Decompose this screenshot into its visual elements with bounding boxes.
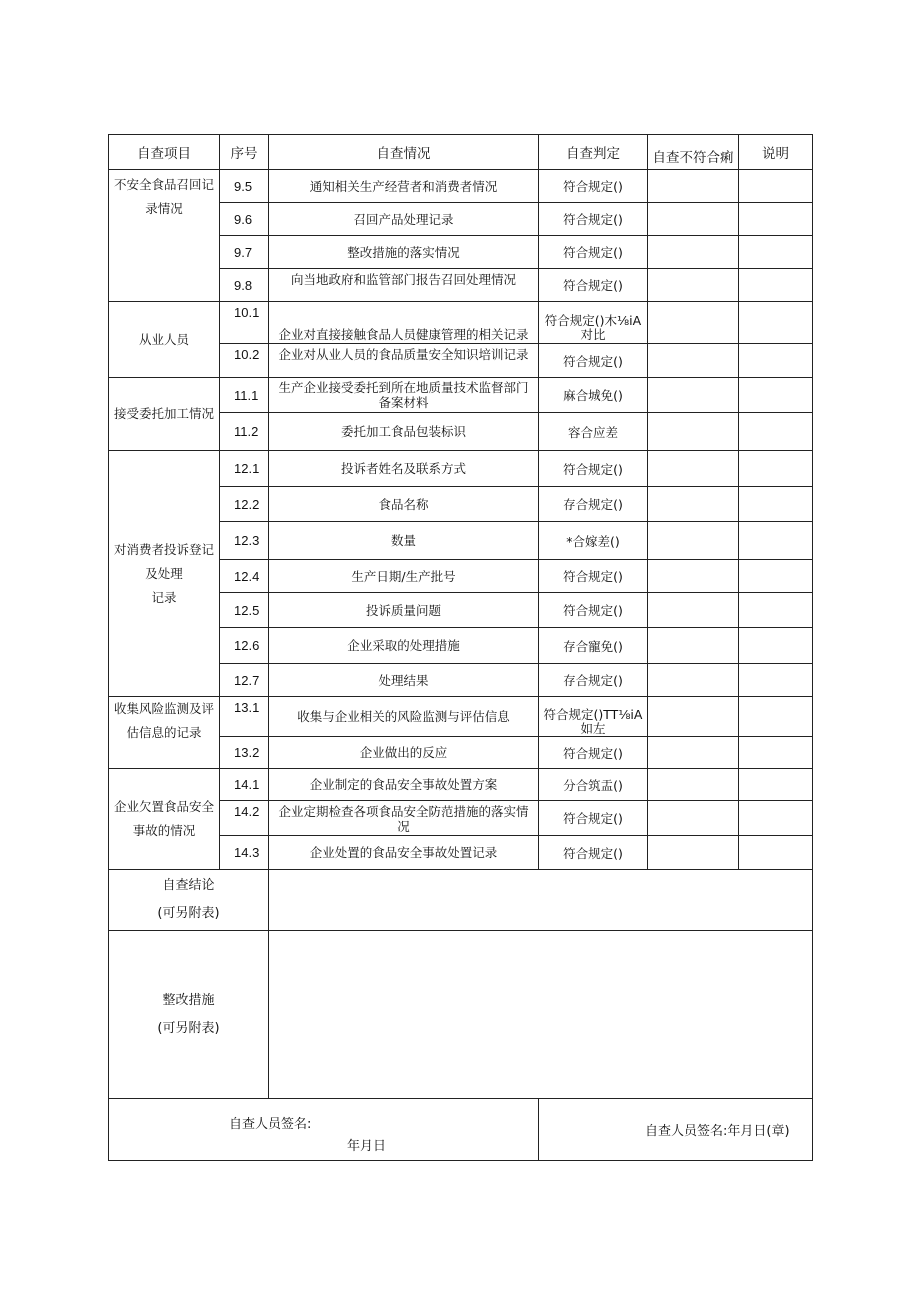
note-cell[interactable] [739,664,813,697]
category-line: 不安全食品召回记 [113,177,214,192]
row-number: 10.1 [220,302,269,344]
nonconform-cell[interactable] [648,737,739,769]
row-number: 12.6 [220,628,269,664]
rectification-field[interactable] [269,931,813,1099]
row-judgement: 分合筑盂() [539,769,648,801]
row-number: 9.6 [220,203,269,236]
row-number: 9.7 [220,236,269,269]
category-line: 企业欠置食品安全 [113,799,214,814]
row-number: 11.1 [220,378,269,413]
nonconform-cell[interactable] [648,522,739,560]
note-cell[interactable] [739,451,813,487]
rectification-row [109,931,813,1099]
header-judgement: 自查判定 [539,135,648,170]
rectification-label [109,931,269,1099]
row-description: 召回产品处理记录 [269,203,539,236]
judgement-line: 符合规定()TT⅛iA [543,706,643,722]
judgement-line: 如左 [580,720,606,736]
signature-left-date: 年月日 [347,1139,387,1154]
signature-left[interactable] [109,1099,539,1161]
row-judgement: 符合规定() [539,236,648,269]
header-situation: 自查情况 [269,135,539,170]
note-cell[interactable] [739,203,813,236]
row-description: 委托加工食品包装标识 [269,413,539,451]
rectification-subtitle: (可另附表) [157,1020,220,1036]
category-line: 事故的情况 [132,823,196,838]
row-description: 投诉者姓名及联系方式 [269,451,539,487]
row-number: 9.5 [220,170,269,203]
row-judgement: 符合规定() [539,560,648,593]
table-row [109,302,813,344]
row-description: 企业处置的食品安全事故处置记录 [269,836,539,870]
row-description: 收集与企业相关的风险监测与评估信息 [269,697,539,737]
row-judgement: 存合规定() [539,487,648,522]
nonconform-cell[interactable] [648,269,739,302]
row-judgement: 容合应差 [539,413,648,451]
note-cell[interactable] [739,170,813,203]
row-judgement: 麻合城免() [539,378,648,413]
row-number: 12.5 [220,593,269,628]
row-description: 数量 [269,522,539,560]
row-description: 企业做出的反应 [269,737,539,769]
note-cell[interactable] [739,302,813,344]
nonconform-cell[interactable] [648,487,739,522]
category-risk [109,697,220,769]
row-judgement: 符合规定() [539,203,648,236]
category-line: 记录 [151,589,177,605]
signature-left-label: 自查人员签名: [229,1117,312,1132]
header-nonconform-label: 自查不符合痢 [652,150,734,166]
note-cell[interactable] [739,801,813,836]
row-judgement: 符合规定() [539,170,648,203]
row-description: 企业制定的食品安全事故处置方案 [269,769,539,801]
description-line: 况 [397,819,410,834]
table-row [109,697,813,737]
row-judgement: 符合规定() [539,836,648,870]
conclusion-row [109,870,813,931]
category-line: 对消费者投诉登记 [113,541,214,557]
self-inspection-table [108,134,813,1161]
row-number: 12.2 [220,487,269,522]
row-judgement: 符合规定() [539,269,648,302]
nonconform-cell[interactable] [648,769,739,801]
row-judgement: 存合规定() [539,664,648,697]
row-number: 14.2 [220,801,269,836]
rectification-title: 整改措施 [162,992,215,1008]
row-number: 14.3 [220,836,269,870]
category-line: 估信息的记录 [126,725,202,740]
row-number: 11.2 [220,413,269,451]
row-number: 13.2 [220,737,269,769]
nonconform-cell[interactable] [648,664,739,697]
nonconform-cell[interactable] [648,203,739,236]
table-row [109,769,813,801]
note-cell[interactable] [739,560,813,593]
signature-right[interactable] [539,1099,813,1161]
row-description: 处理结果 [269,664,539,697]
conclusion-title: 自查结论 [162,878,215,893]
row-number: 13.1 [220,697,269,737]
conclusion-subtitle: (可另附表) [157,906,220,921]
row-description: 通知相关生产经营者和消费者情况 [269,170,539,203]
row-number: 12.7 [220,664,269,697]
nonconform-cell[interactable] [648,628,739,664]
table-row [109,451,813,487]
category-staff [109,302,220,378]
row-description: 整改措施的落实情况 [269,236,539,269]
row-number: 12.1 [220,451,269,487]
row-judgement: 符合规定() [539,451,648,487]
nonconform-cell[interactable] [648,593,739,628]
nonconform-cell[interactable] [648,170,739,203]
category-line: 录情况 [145,201,183,216]
row-number: 14.1 [220,769,269,801]
conclusion-field[interactable] [269,870,813,931]
table-row [109,378,813,413]
note-cell[interactable] [739,769,813,801]
signature-row [109,1099,813,1161]
row-judgement [539,302,648,344]
note-cell[interactable] [739,836,813,870]
note-cell[interactable] [739,487,813,522]
row-description: 食品名称 [269,487,539,522]
header-nonconform [648,135,739,170]
nonconform-cell[interactable] [648,451,739,487]
nonconform-cell[interactable] [648,378,739,413]
nonconform-cell[interactable] [648,302,739,344]
row-number: 9.8 [220,269,269,302]
row-description: 企业对直接接触食品人员健康管理的相关记录 [269,302,539,344]
nonconform-cell[interactable] [648,413,739,451]
row-number: 12.4 [220,560,269,593]
row-judgement: 符合规定() [539,737,648,769]
note-cell[interactable] [739,628,813,664]
row-judgement [539,697,648,737]
category-line: 接受委托加工情况 [113,406,214,421]
category-line: 从业人员 [138,331,189,347]
note-cell[interactable] [739,593,813,628]
row-description: 企业对从业人员的食品质量安全知识培训记录 [269,344,539,378]
category-line: 收集风险监测及评 [113,701,214,716]
nonconform-cell[interactable] [648,697,739,737]
description-line: 备案材料 [378,395,429,410]
nonconform-cell[interactable] [648,560,739,593]
category-entrusted [109,378,220,451]
row-number: 12.3 [220,522,269,560]
category-complaint [109,451,220,697]
header-seq: 序号 [220,135,269,170]
header-row [109,135,813,170]
nonconform-cell[interactable] [648,801,739,836]
row-judgement: 存合寵免() [539,628,648,664]
row-description: 投诉质量问题 [269,593,539,628]
note-cell[interactable] [739,413,813,451]
category-incident [109,769,220,870]
header-note: 说明 [739,135,813,170]
nonconform-cell[interactable] [648,236,739,269]
row-description: 企业采取的处理措施 [269,628,539,664]
signature-right-label: 自查人员签名:年月日(章) [645,1124,790,1139]
judgement-line: 对比 [580,326,606,342]
row-judgement: 符合规定() [539,593,648,628]
category-line: 及处理 [145,565,183,581]
nonconform-cell[interactable] [648,836,739,870]
note-cell[interactable] [739,236,813,269]
row-judgement: 符合规定() [539,344,648,378]
header-item: 自查项目 [109,135,220,170]
note-cell[interactable] [739,378,813,413]
row-judgement: *合嫁差() [539,522,648,560]
note-cell[interactable] [739,737,813,769]
note-cell[interactable] [739,522,813,560]
note-cell[interactable] [739,344,813,378]
row-judgement: 符合规定() [539,801,648,836]
row-description [269,801,539,836]
row-description: 向当地政府和监管部门报告召回处理情况 [269,269,539,302]
judgement-line: 符合规定()木⅛iA [544,312,642,328]
category-recall [109,170,220,302]
row-description [269,378,539,413]
description-line: 企业定期检查各项食品安全防范措施的落实情 [278,804,529,819]
note-cell[interactable] [739,697,813,737]
description-line: 生产企业接受委托到所在地质量技术监督部门 [278,380,529,395]
table-row [109,170,813,203]
row-number: 10.2 [220,344,269,378]
row-description: 生产日期/生产批号 [269,560,539,593]
nonconform-cell[interactable] [648,344,739,378]
note-cell[interactable] [739,269,813,302]
conclusion-label [109,870,269,931]
